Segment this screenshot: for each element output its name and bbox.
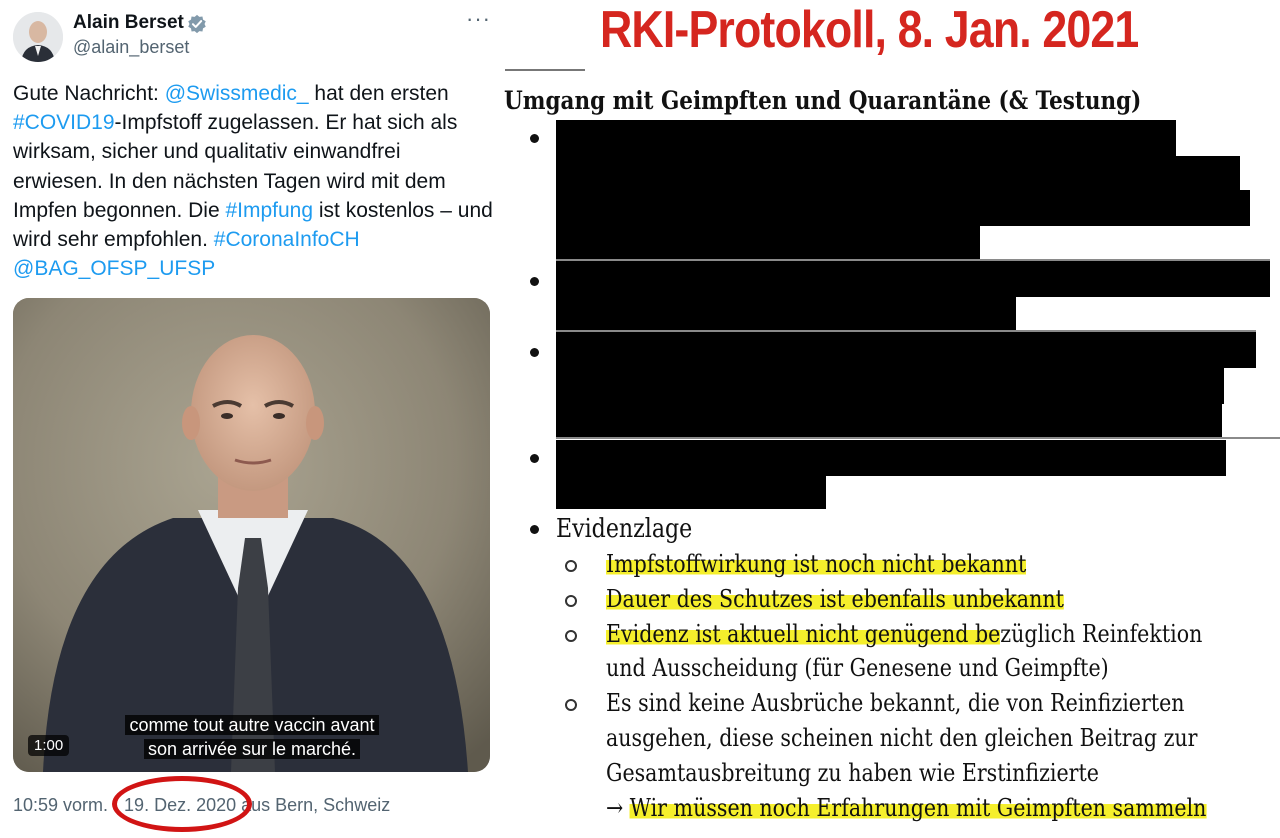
video-subtitle: [100, 713, 404, 761]
evidence-item-2: [606, 584, 1064, 613]
highlighted-text: Evidenz ist aktuell nicht genügend be: [606, 619, 1001, 648]
tweet-text-part: ist kostenlos – und wird sehr empfohlen.: [13, 198, 493, 252]
tweet-card: [0, 0, 500, 838]
hashtag-covid19[interactable]: #COVID19: [13, 111, 115, 135]
author-handle[interactable]: @alain_berset: [73, 37, 190, 57]
separator-line: [556, 437, 1280, 439]
tweet-text-part: hat den ersten: [308, 82, 449, 105]
avatar-portrait-icon: [13, 12, 63, 62]
bullet-dot: [530, 134, 539, 143]
evidence-item-4-line-1: Es sind keine Ausbrüche bekannt, die von Reinfizierten: [606, 688, 1185, 717]
evidence-item-3-line-1: [606, 619, 1202, 648]
redaction-block: [556, 224, 980, 260]
arrow-right-icon: →: [606, 793, 624, 822]
subtitle-line-2: son arrivée sur le marché.: [144, 739, 360, 759]
tweet-text-part: -Impfstoff zugelassen. Er hat sich als wirksam, sicher und qualitativ einwandfrei erwiesen. In den nächsten Tagen wird mit dem Impfen begonnen. Die: [13, 111, 458, 222]
evidence-label: Evidenzlage: [556, 514, 693, 544]
bullet-dot: [530, 454, 539, 463]
evidence-item-4-line-2: ausgehen, diese scheinen nicht den gleichen Beitrag zur: [606, 723, 1198, 752]
annotation-circle: [112, 776, 252, 832]
meta-separator: ·: [108, 795, 125, 815]
verified-badge-icon: [187, 14, 207, 34]
redaction-block: [556, 475, 826, 509]
horizontal-rule: [505, 69, 585, 71]
bullet-dot: [530, 277, 539, 286]
redaction-block: [556, 440, 1226, 476]
hashtag-impfung[interactable]: #Impfung: [225, 198, 314, 222]
tweet-text-part: Gute Nachricht:: [13, 82, 165, 105]
highlighted-text: Wir müssen noch Erfahrungen mit Geimpften sammeln: [629, 793, 1207, 822]
redaction-block: [556, 156, 1240, 192]
tweet-date[interactable]: 19. Dez. 2020: [124, 795, 237, 815]
tweet-text: [13, 79, 493, 283]
evidence-text: züglich Reinfektion: [1000, 619, 1203, 648]
redaction-block: [556, 403, 1222, 437]
hashtag-coronainfoch[interactable]: #CoronaInfoCH: [213, 228, 360, 252]
section-heading: Umgang mit Geimpften und Quarantäne (& Testung): [504, 86, 1142, 115]
sub-bullet-circle: [565, 560, 577, 572]
video-player[interactable]: [13, 298, 490, 772]
bullet-dot: [530, 348, 539, 357]
conclusion-line: [606, 793, 1206, 822]
protocol-document: [500, 0, 1280, 838]
redaction-block: [556, 332, 1256, 368]
redaction-block: [556, 297, 1016, 331]
subtitle-line-1: comme tout autre vaccin avant: [125, 715, 378, 735]
bullet-dot: [530, 525, 539, 534]
mention-bag[interactable]: @BAG_OFSP_UFSP: [13, 257, 216, 281]
mention-swissmedic[interactable]: @Swissmedic_: [164, 82, 309, 105]
evidence-item-4-line-3: Gesamtausbreitung zu haben wie Erstinfizierte: [606, 758, 1099, 787]
highlighted-text: Impfstoffwirkung ist noch nicht bekannt: [606, 549, 1027, 578]
more-options-button[interactable]: ···: [466, 6, 491, 31]
tweet-time[interactable]: 10:59 vorm.: [13, 795, 109, 815]
video-duration-badge: 1:00: [28, 735, 69, 756]
sub-bullet-circle: [565, 630, 577, 642]
evidence-item-1: [606, 549, 1026, 578]
tweet-location: aus Bern, Schweiz: [236, 795, 391, 815]
evidence-item-3-line-2: und Ausscheidung (für Genesene und Geimpfte): [606, 653, 1109, 682]
video-frame-speaker: [13, 298, 490, 772]
redaction-block: [556, 368, 1224, 404]
redaction-block: [556, 190, 1250, 226]
redaction-block: [556, 120, 1176, 156]
sub-bullet-circle: [565, 595, 577, 607]
redaction-block: [556, 261, 1270, 297]
highlighted-text: Dauer des Schutzes ist ebenfalls unbekannt: [606, 584, 1064, 613]
sub-bullet-circle: [565, 699, 577, 711]
author-name[interactable]: Alain Berset: [73, 12, 184, 33]
avatar[interactable]: [13, 12, 63, 62]
document-title: RKI-Protokoll, 8. Jan. 2021: [600, 1, 1139, 59]
